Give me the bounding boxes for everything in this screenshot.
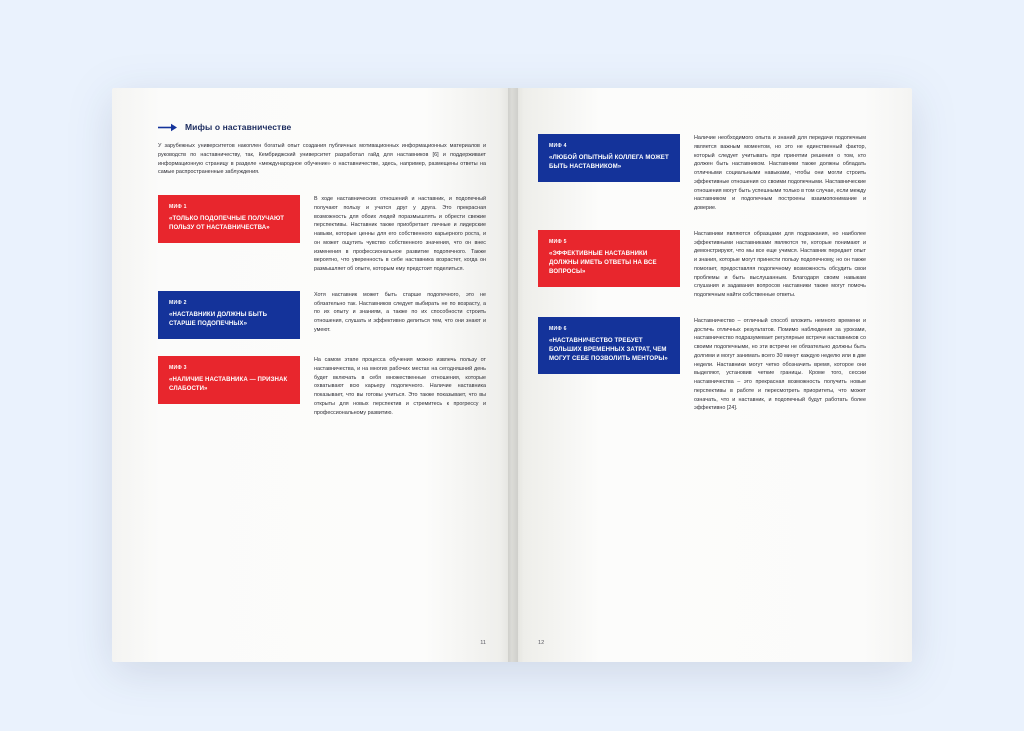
- myth-block-3: [158, 356, 486, 417]
- myth-label-6: МИФ 6: [549, 325, 567, 332]
- section-header: [158, 122, 486, 132]
- myth-card-2: [158, 291, 300, 339]
- myth-label-5: МИФ 5: [549, 238, 567, 245]
- arrow-right-icon: [158, 123, 178, 132]
- myth-block-2: [158, 291, 486, 339]
- myth-card-6: [538, 317, 680, 374]
- myth-card-1: [158, 195, 300, 243]
- myth-block-6: [538, 317, 866, 413]
- myth-label-1: МИФ 1: [169, 204, 187, 210]
- myth-title-2: «НАСТАВНИКИ ДОЛЖНЫ БЫТЬ СТАРШЕ ПОДОПЕЧНЫХ»: [169, 310, 268, 327]
- intro-paragraph: У зарубежных университетов накоплен богатый опыт создания публичных мотивационных информационных материалов и руководств по наставничеству, так, Кембриджский университет разработал гайд для наставников [6] и поддерживает информационную страницу в разделе «международное обучение» о наставничестве, здесь, например, размещены ответы на самые распространенные заблуждения.: [158, 143, 486, 176]
- left-page: [112, 88, 512, 662]
- myth-body-1: В ходе наставнических отношений и наставник, и подопечный получают пользу и учатся друг у друга. Это прекрасная возможность для обоих людей поразмышлять и обрести свежие перспективы. Наставник также приобретает личные и лидерские навыки, которые ценны для его собственного карьерного роста, и он может ощутить чувство собственного значения, что он внес изменения в профессиональное развитие подопечного. Также вероятно, что уверенность в себе наставника возрастет, когда он размышляет об опыте, которым ему предстоит поделиться.: [314, 196, 486, 272]
- myth-label-4: МИФ 4: [549, 143, 567, 149]
- page-number-left: 11: [480, 640, 486, 646]
- myth-body-3: На самом этапе процесса обучения можно извлечь пользу от наставничества, и на многих рабочих местах на сегодняшний день будет включать в себя множественные отношения, которые охватывают всю карьеру подопечного. Наличие наставника показывает, что вы готовы учиться. Это также показывает, что вы открыты для новых перспектив и стремитесь к прогрессу и профессиональному развитию.: [314, 357, 486, 416]
- myth-body-5: Наставники являются образцами для подражания, но наиболее эффективными наставниками являются те, которые понимают и демонстрируют, что мы все еще учимся. Наставник передает опыт и знания, которые могут принести пользу подопечному, но он также помогает, предоставляя подопечному возможность обсудить свои проблемы и быть выслушанным. Благодаря своим навыкам слушания и задавания вопросов наставники также могут помочь подопечным найти собственные ответы.: [694, 230, 866, 298]
- myth-card-5: [538, 230, 680, 287]
- myth-title-6: «НАСТАВНИЧЕСТВО ТРЕБУЕТ БОЛЬШИХ ВРЕМЕННЫХ ЗАТРАТ, ЧЕМ МОГУТ СЕБЕ ПОЗВОЛИТЬ МЕНТОРЫ»: [549, 336, 668, 363]
- myth-body-2: Хотя наставник может быть старше подопечного, это не обязательно так. Наставников следует выбирать не по возрасту, а по их опыту и знаниям, а также по их способности строить отношения, слушать и эффективно делиться тем, что они знают и умеют.: [314, 291, 486, 333]
- page-number-right: 12: [538, 640, 545, 646]
- myth-card-3: [158, 356, 300, 404]
- myth-title-5: «ЭФФЕКТИВНЫЕ НАСТАВНИКИ ДОЛЖНЫ ИМЕТЬ ОТВЕТЫ НА ВСЕ ВОПРОСЫ»: [549, 249, 657, 276]
- myth-title-1: «ТОЛЬКО ПОДОПЕЧНЫЕ ПОЛУЧАЮТ ПОЛЬЗУ ОТ НАСТАВНИЧЕСТВА»: [169, 215, 285, 232]
- book-spread: [112, 88, 912, 662]
- myth-body-4: Наличие необходимого опыта и знаний для передачи подопечным является важным моментом, но это не единственный фактор, который следует учитывать при принятии решения о том, кто должен быть наставником. Наставники также должны обладать отличными социальными навыками, чтобы они могли строить эффективные отношения со своими подопечными. Наставнические отношения могут быть успешными только в том случае, если между наставником и подопечным построены взаимопонимание и доверие.: [694, 135, 866, 211]
- myth-label-3: МИФ 3: [169, 365, 187, 372]
- page-title: Мифы о наставничестве: [185, 122, 292, 132]
- right-page: [512, 88, 912, 662]
- myth-block-4: [538, 134, 866, 213]
- myth-title-4: «ЛЮБОЙ ОПЫТНЫЙ КОЛЛЕГА МОЖЕТ БЫТЬ НАСТАВНИКОМ»: [549, 154, 669, 171]
- myth-label-2: МИФ 2: [169, 299, 187, 306]
- myth-body-6: Наставничество – отличный способ вложить немного времени и достичь отличных результатов. Помимо наблюдения за уроками, наставничество подразумевает регулярные встречи наставников со своими подопечными, но эти встречи не обязательно должны быть долгими и могут занимать всего 30 минут каждую неделю или в две недели. Наставники могут четко обозначить время, которое они выделяют, установив четкие границы. Кроме того, сессии наставничества – это прекрасная возможность получить новые перспективы в работе и пересмотреть приоритеты, что может означать, что и наставник, и подопечный будут работать более эффективно [24].: [694, 317, 866, 412]
- myth-card-4: [538, 134, 680, 182]
- myth-title-3: «НАЛИЧИЕ НАСТАВНИКА — ПРИЗНАК СЛАБОСТИ»: [169, 376, 288, 393]
- myth-block-1: [158, 195, 486, 274]
- myth-block-5: [538, 230, 866, 300]
